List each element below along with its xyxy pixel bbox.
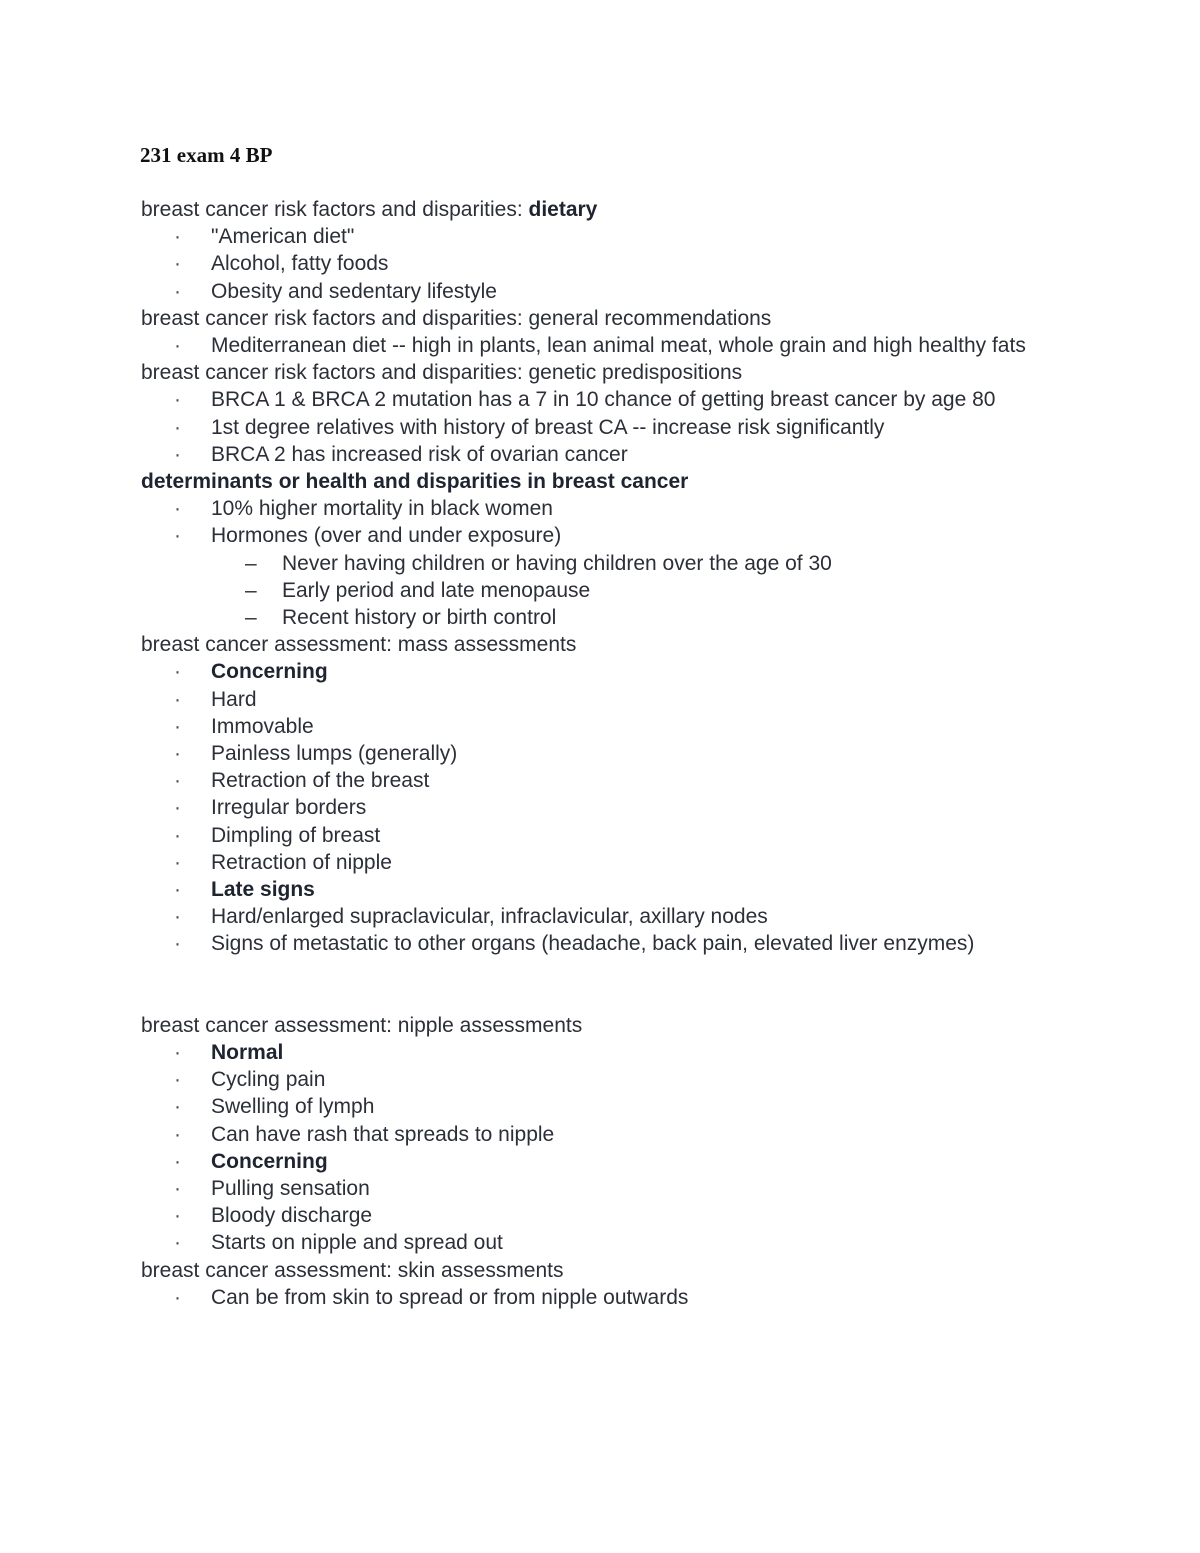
dash-icon: – [245,578,257,602]
bullet-icon: · [174,1204,181,1228]
list-item [141,522,1071,549]
list-item [141,740,1071,767]
list-item [141,1175,1071,1202]
bullet-icon: · [174,415,181,439]
list-item [141,903,1071,930]
bullet-icon: · [174,932,181,956]
bullet-icon: · [174,1095,181,1119]
list-item [141,223,1071,250]
bullet-icon: · [174,1149,181,1173]
bullet-icon: · [174,1040,181,1064]
bullet-icon: · [174,742,181,766]
list-item-text: Never having children or having children over the age of 30 [282,551,832,575]
list-item-text: 10% higher mortality in black women [211,497,553,521]
section-heading-skin: breast cancer assessment: skin assessments [141,1258,564,1282]
bullet-icon: · [174,225,181,249]
list-item-text: Retraction of nipple [211,850,392,874]
heading-bold-text: dietary [528,198,598,221]
list-item [141,876,1071,903]
section-heading-genetic: breast cancer risk factors and disparities: genetic predispositions [141,361,743,385]
list-item [141,794,1071,821]
list-item [141,1121,1071,1148]
list-item-text: Hormones (over and under exposure) [211,524,562,548]
list-item-text: Pulling sensation [211,1176,370,1200]
list-item-text: BRCA 2 has increased risk of ovarian cancer [211,442,628,466]
list-item-text: Irregular borders [211,796,367,820]
list-item-text: Mediterranean diet -- high in plants, lean animal meat, whole grain and high healthy fats [211,334,1026,358]
bullet-icon: · [174,1122,181,1146]
bullet-icon: · [174,497,181,521]
bullet-icon: · [174,714,181,738]
list-item [141,495,1071,522]
list-item-text: 1st degree relatives with history of breast CA -- increase risk significantly [211,415,885,439]
list-item-text: Dimpling of breast [211,823,381,847]
list-item-text: Starts on nipple and spread out [211,1231,503,1255]
list-item-text: Can have rash that spreads to nipple [211,1122,555,1146]
bullet-icon: · [174,823,181,847]
list-item-text: Signs of metastatic to other organs (headache, back pain, elevated liver enzymes) [211,932,975,956]
bullet-icon: · [174,388,181,412]
list-item [141,1148,1071,1175]
bullet-icon: · [174,442,181,466]
bullet-icon: · [174,1068,181,1092]
list-item-text: Alcohol, fatty foods [211,252,389,276]
list-item [141,1066,1071,1093]
bullet-icon: · [174,1176,181,1200]
bullet-icon: · [174,279,181,303]
blank-space [141,958,1071,1012]
list-item-text: Hard/enlarged supraclavicular, infraclavicular, axillary nodes [211,905,768,929]
bullet-icon: · [174,850,181,874]
list-item-label: Concerning [211,1149,328,1173]
list-item-text: Retraction of the breast [211,769,430,793]
list-item [141,1093,1071,1120]
list-item-text: Can be from skin to spread or from nipple outwards [211,1285,689,1309]
list-item [141,386,1071,413]
bullet-icon: · [174,1285,181,1309]
list-item-text: Cycling pain [211,1068,326,1092]
list-item [141,849,1071,876]
list-item-text: Swelling of lymph [211,1095,375,1119]
list-item [141,1202,1071,1229]
section-heading-dietary [141,196,1071,223]
list-item [141,658,1071,685]
list-item-text: "American diet" [211,225,355,249]
list-item [141,686,1071,713]
list-item [141,1229,1071,1256]
document-body [141,196,1071,1311]
list-item [141,278,1071,305]
list-item [141,332,1071,359]
list-item-label: Normal [211,1040,284,1064]
sub-list-item [141,604,1071,631]
heading-text: breast cancer risk factors and disparities: [141,198,529,221]
list-item-text: Bloody discharge [211,1204,373,1228]
bullet-icon: · [174,252,181,276]
list-item [141,767,1071,794]
bullet-icon: · [174,660,181,684]
list-item [141,250,1071,277]
sub-list-item [141,577,1071,604]
list-item-text: Hard [211,687,257,711]
bullet-icon: · [174,334,181,358]
section-heading-nipple: breast cancer assessment: nipple assessments [141,1013,583,1037]
bullet-icon: · [174,796,181,820]
list-item-text: Obesity and sedentary lifestyle [211,279,497,303]
list-item [141,414,1071,441]
list-item-text: Painless lumps (generally) [211,742,458,766]
bullet-icon: · [174,524,181,548]
bullet-icon: · [174,1231,181,1255]
bullet-icon: · [174,878,181,902]
bullet-icon: · [174,687,181,711]
list-item [141,930,1071,957]
list-item-text: Early period and late menopause [282,578,591,602]
list-item [141,1039,1071,1066]
dash-icon: – [245,551,257,575]
document-title: 231 exam 4 BP [140,143,273,167]
bullet-icon: · [174,769,181,793]
list-item-label: Late signs [211,878,315,902]
dash-icon: – [245,606,257,630]
sub-list-item [141,550,1071,577]
list-item-label: Concerning [211,660,328,684]
list-item-text: Recent history or birth control [282,606,557,630]
list-item-text: BRCA 1 & BRCA 2 mutation has a 7 in 10 chance of getting breast cancer by age 80 [211,388,996,412]
section-heading-general: breast cancer risk factors and disparities: general recommendations [141,306,772,330]
section-heading-mass: breast cancer assessment: mass assessments [141,633,577,657]
list-item-text: Immovable [211,714,314,738]
section-heading-determinants: determinants or health and disparities in breast cancer [141,470,689,494]
list-item [141,441,1071,468]
list-item [141,822,1071,849]
list-item [141,713,1071,740]
list-item [141,1284,1071,1311]
bullet-icon: · [174,905,181,929]
